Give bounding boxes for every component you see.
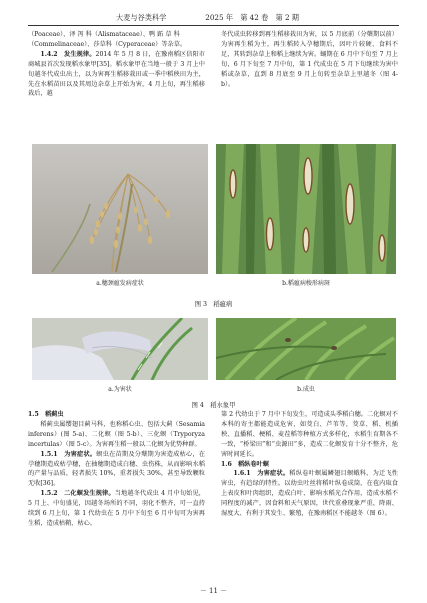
figure-4b-image (216, 318, 396, 380)
paragraph-text: 稻蓟虫属缨翅目蓟马科，也称稻心虫、包括大蓟（Sesamia inferens）(图 5-a)、二化螟（图 5-b）、三化螟（Tryporyza incertulas）（图 5-c）。为害再生稻一般以二化螟为优势种群。 (28, 420, 205, 448)
figure-3a-caption: a.穗颈瘟发病症状 (96, 280, 144, 287)
paragraph-text: 螟虫在苗期及分蘖期为害造成枯心，在孕穗期造成枯孕穗，在抽穗期造成白穗、虫伤株，从而影响水稻的产量与品质，轻者损失 10%，重者损失 30%，甚至导致颗粒无收[36]。 (28, 450, 205, 488)
figure-3a-image (32, 144, 208, 274)
figure-4a-caption: a.为害状 (108, 386, 132, 393)
figure-3b-image (216, 144, 396, 274)
section-heading: 1.4.2 发生规律。 (40, 50, 96, 58)
paragraph-text: 稻纵卷叶螟属鳞翅目螟蛾科，为迁飞性害虫，有趋绿的特性。以幼虫吐丝将稻叶纵卷成筒，在苞内取食上表皮和叶肉组织，造成白叶、影响水稻光合作用，造成水稻不同程度的减产，因食料和天气原因，世代重叠现象严重，降雨、湿度大、有利于其发生、繁殖，在豫南稻区不能越冬（图 6）。 (221, 470, 398, 518)
figure-4-caption: 图 4 稻水象甲 (191, 402, 236, 409)
paragraph-text: 冬代成虫转移到再生稻移栽田为害，以 5 月底前（分蘖期以前）为害再生稻为主，再生稻转入孕穗期后，因叶片较硬、食料不足，其转到杂草上和稻上继续为害。蛹期在 6 月中下旬至 7 月上旬，6 月下旬至 7 月中旬，第 1 代成虫在 5 月下旬继续为害中稻或杂草，直到 8 月底至 9 月上旬转至杂草上里越冬（图 4-b）。 (221, 31, 398, 88)
paragraph-text: 当地越冬代成虫 4 月中旬始见，5 月上、中旬盛见，因越冬场所的不同，羽化不整齐，可一直持续到 6 月上旬，第 1 代幼虫在 5 月中下旬至 6 月中旬可为害再生稻，造成枯鞘、枯心。 (28, 490, 205, 527)
figure-4b-caption: b.成虫 (297, 386, 315, 393)
page-number: － 11 － (199, 587, 228, 595)
header-rule (28, 25, 399, 26)
paragraph-1-5-1 (28, 450, 205, 490)
section-heading: 1.5.1 为害症状。 (40, 450, 97, 458)
journal-title: 大麦与谷类科学 (116, 13, 167, 22)
top-left-column (28, 30, 205, 99)
issue-info: 2025 年 第 42 卷 第 2 期 (205, 13, 299, 22)
top-right-column (221, 30, 398, 89)
text-line: （Commelinaceae）、莎草科（Cyperaceae）等杂草。 (28, 40, 187, 48)
paragraph-1-4-2 (28, 50, 205, 100)
section-heading: 1.5.2 二化螟发生规律。 (40, 490, 115, 498)
bottom-left-column (28, 410, 205, 529)
section-heading: 1.6.1 为害症状。 (233, 470, 290, 478)
figure-4a-image (32, 318, 208, 380)
paragraph-text: 2014 年 5 月 8 日，在豫南稻区信阳市商城县首次发现稻水象甲[35]。稻水象甲在当地一般于 3 月上中旬越冬代成虫出土，以为害再生稻移栽田或一季中稻秧田为主，先在水稻苗田以及其周边杂草上开始为害，4 月上旬，再生稻移栽后，越 (28, 50, 205, 98)
bottom-right-column (221, 410, 398, 519)
figure-3-caption: 图 3 稻瘟病 (194, 301, 233, 308)
text-line: （Poaceae）、泽 泻 科（Alismataceae）、鸭 跖 草 科 (28, 31, 180, 38)
paragraph-1-5-2 (28, 489, 205, 529)
section-heading-1-6: 1.6 稻纵卷叶螟 (221, 460, 269, 468)
paragraph-text: 第 2 代幼虫于 7 月中下旬发生，可造成头季稻白穗。二化螟对不本科的寄主都能造成危害，如茭白、芦苇等，茭草、稻、机插秧、直播稻、梗稻、麦茬稻等种植方式多样化，水稻生育期各不一致，“桥梁田”和“虫源田”多，造成二化螟发育十分不整齐，危害时间延长。 (221, 411, 398, 458)
section-heading-1-5: 1.5 稻蓟虫 (28, 411, 64, 418)
figure-3b-caption: b.稻瘟病梭形病斑 (282, 280, 330, 287)
running-header (28, 12, 399, 26)
paragraph-1-6-1 (221, 469, 398, 519)
